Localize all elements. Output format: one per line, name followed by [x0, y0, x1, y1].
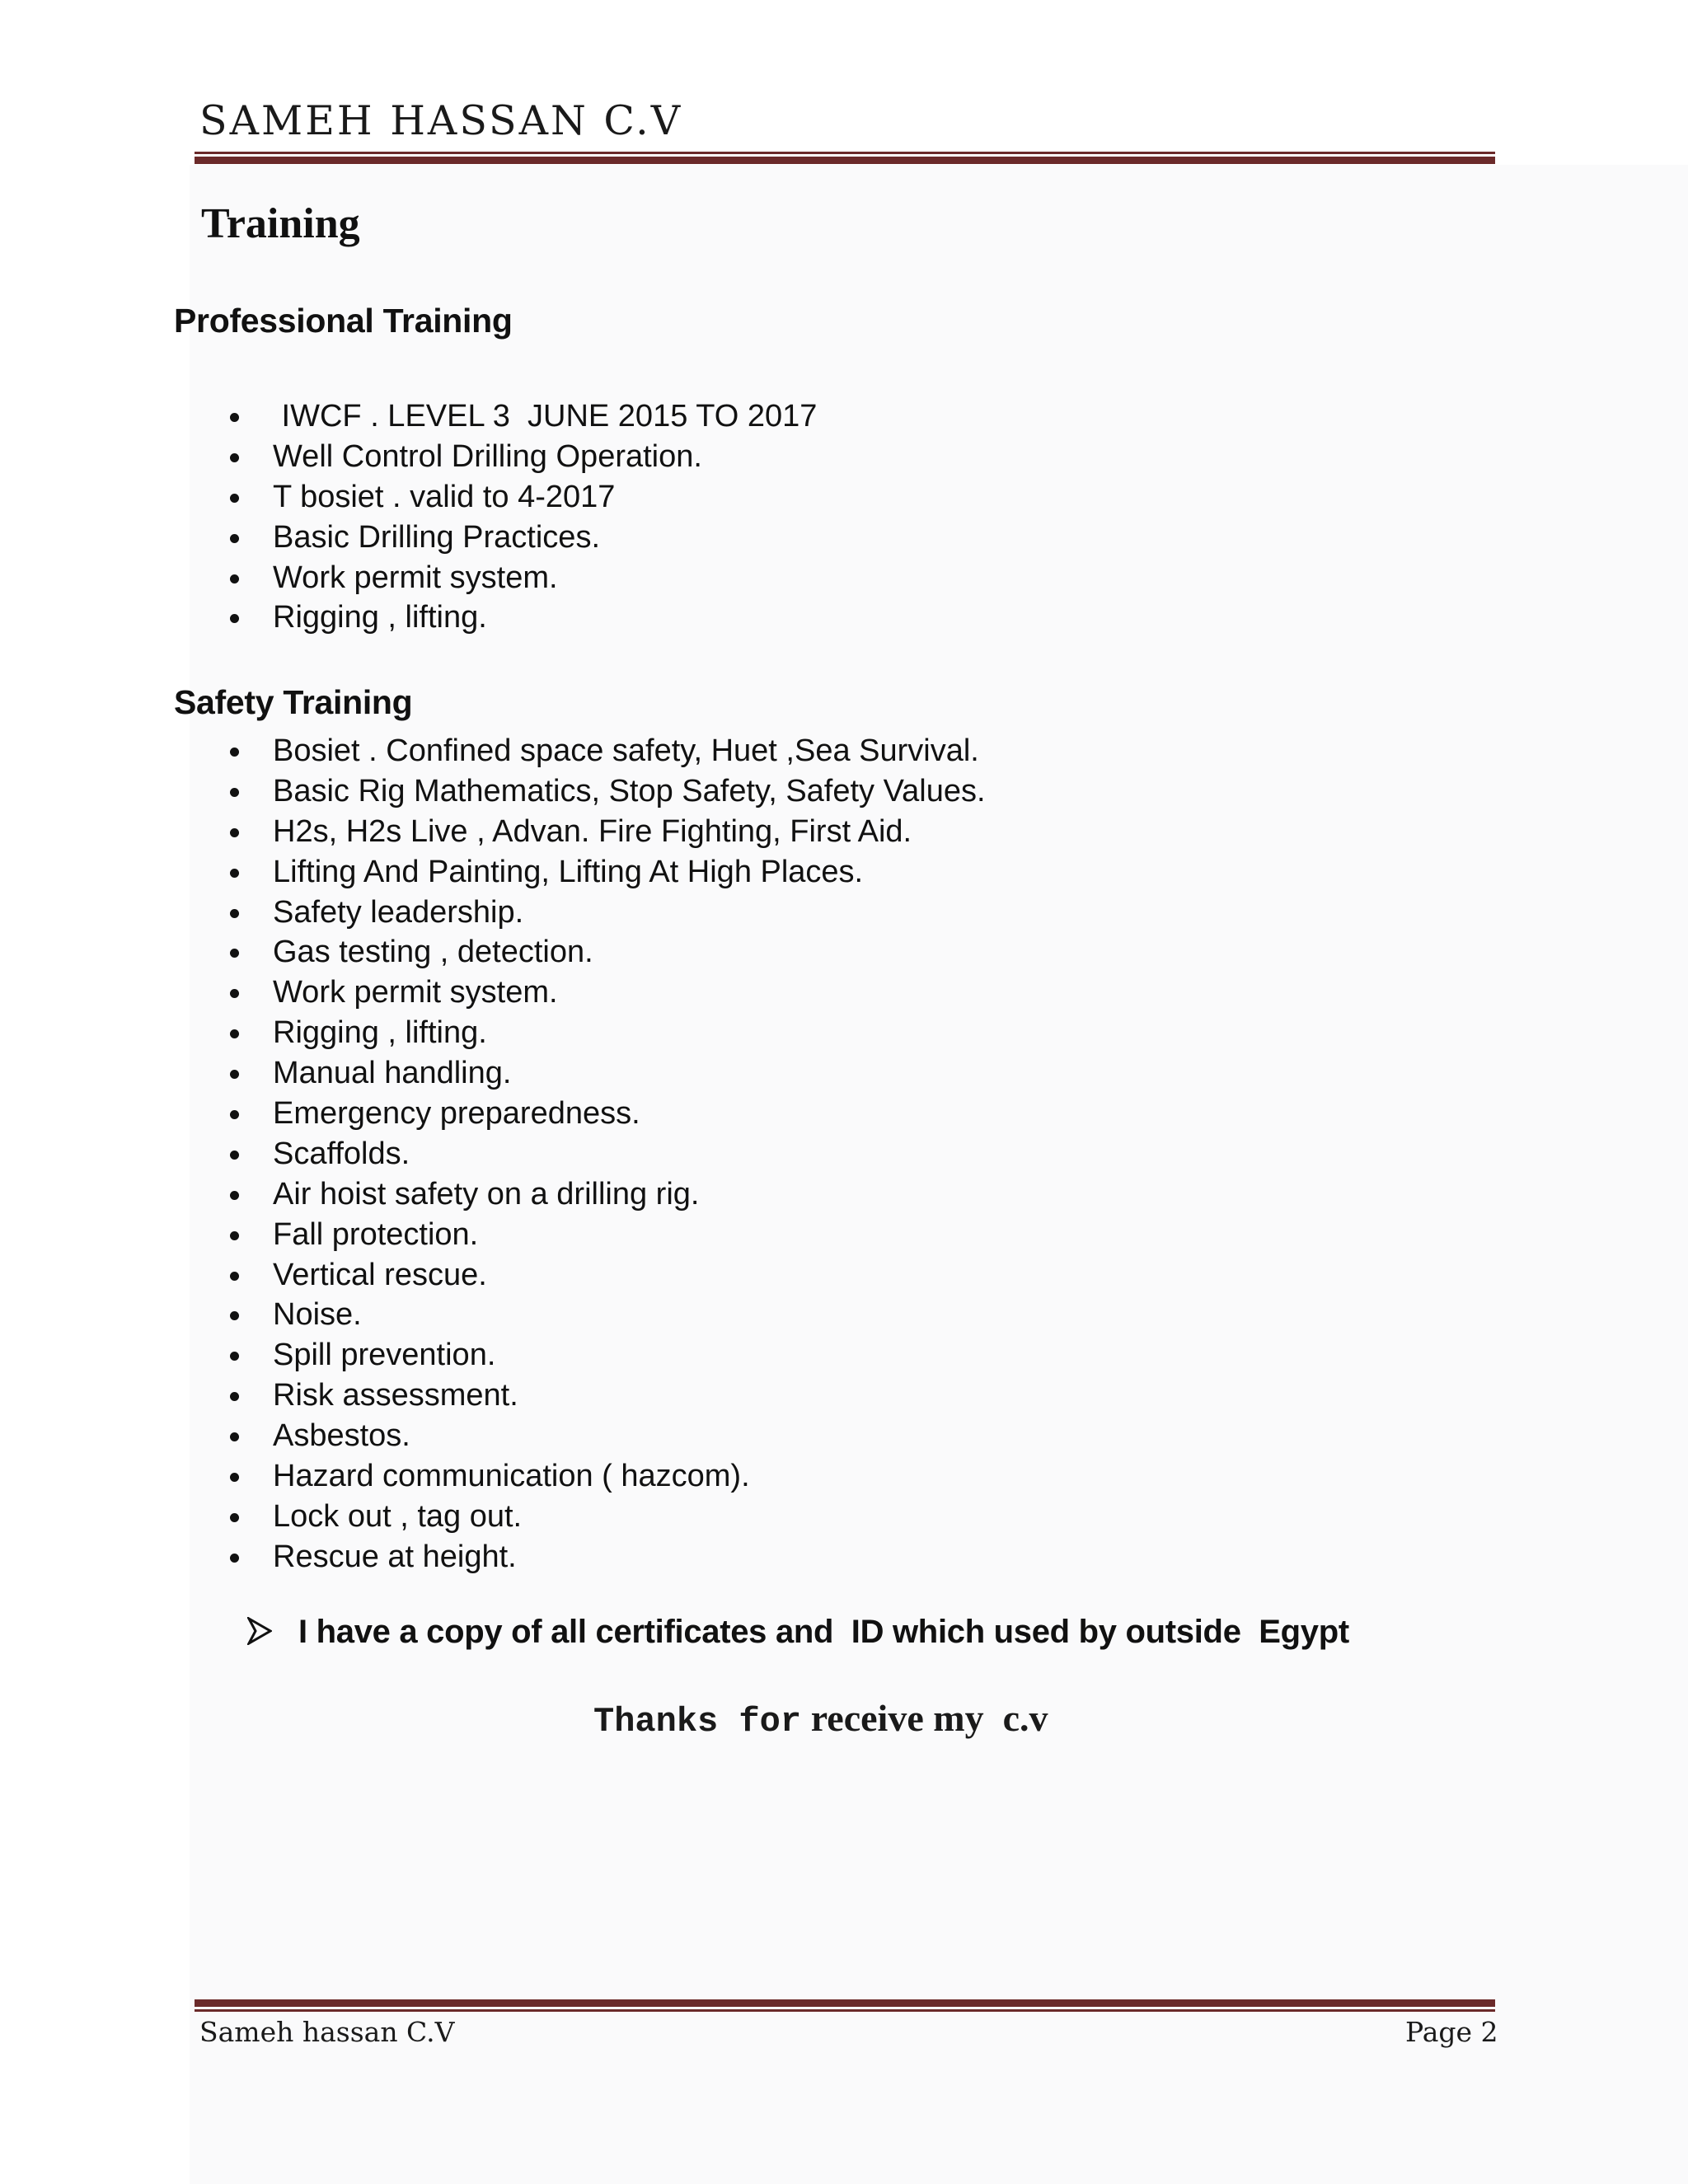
bullet-icon — [230, 909, 239, 918]
page-title: Training — [201, 200, 360, 247]
thanks-mono-text: Thanks for — [593, 1702, 802, 1741]
professional-training-heading: Professional Training — [174, 302, 513, 340]
footer-rule-thick — [195, 1999, 1495, 2007]
bullet-icon — [230, 1513, 239, 1522]
bullet-icon — [230, 494, 239, 503]
footer-document-name: Sameh hassan C.V — [199, 2016, 455, 2048]
header-rule-thick — [195, 157, 1495, 164]
closing-thanks — [593, 1696, 1048, 1741]
bullet-icon — [230, 748, 239, 757]
certificates-note-text: I have a copy of all certificates and ID which used by outside Egypt — [298, 1614, 1349, 1650]
bullet-icon — [230, 869, 239, 878]
bullet-icon — [230, 1151, 239, 1160]
arrow-bullet-icon — [247, 1617, 272, 1645]
bullet-icon — [230, 828, 239, 837]
thanks-serif-text: receive my c.v — [810, 1697, 1048, 1739]
bullet-icon — [230, 574, 239, 583]
bullet-icon — [230, 1110, 239, 1119]
bullet-icon — [230, 1231, 239, 1240]
header-rule-thin — [195, 152, 1495, 154]
safety-training-heading: Safety Training — [174, 683, 413, 721]
bullet-icon — [230, 1191, 239, 1200]
bullet-icon — [230, 788, 239, 797]
bullet-icon — [230, 413, 239, 422]
bullet-icon — [230, 453, 239, 462]
footer-rule-thin — [195, 2009, 1495, 2012]
bullet-icon — [230, 1554, 239, 1563]
bullet-icon — [230, 1473, 239, 1482]
bullet-icon — [230, 534, 239, 543]
footer-page-number: Page 2 — [1405, 2016, 1498, 2048]
header-title: SAMEH HASSAN C.V — [199, 97, 683, 144]
bullet-icon — [230, 1272, 239, 1281]
